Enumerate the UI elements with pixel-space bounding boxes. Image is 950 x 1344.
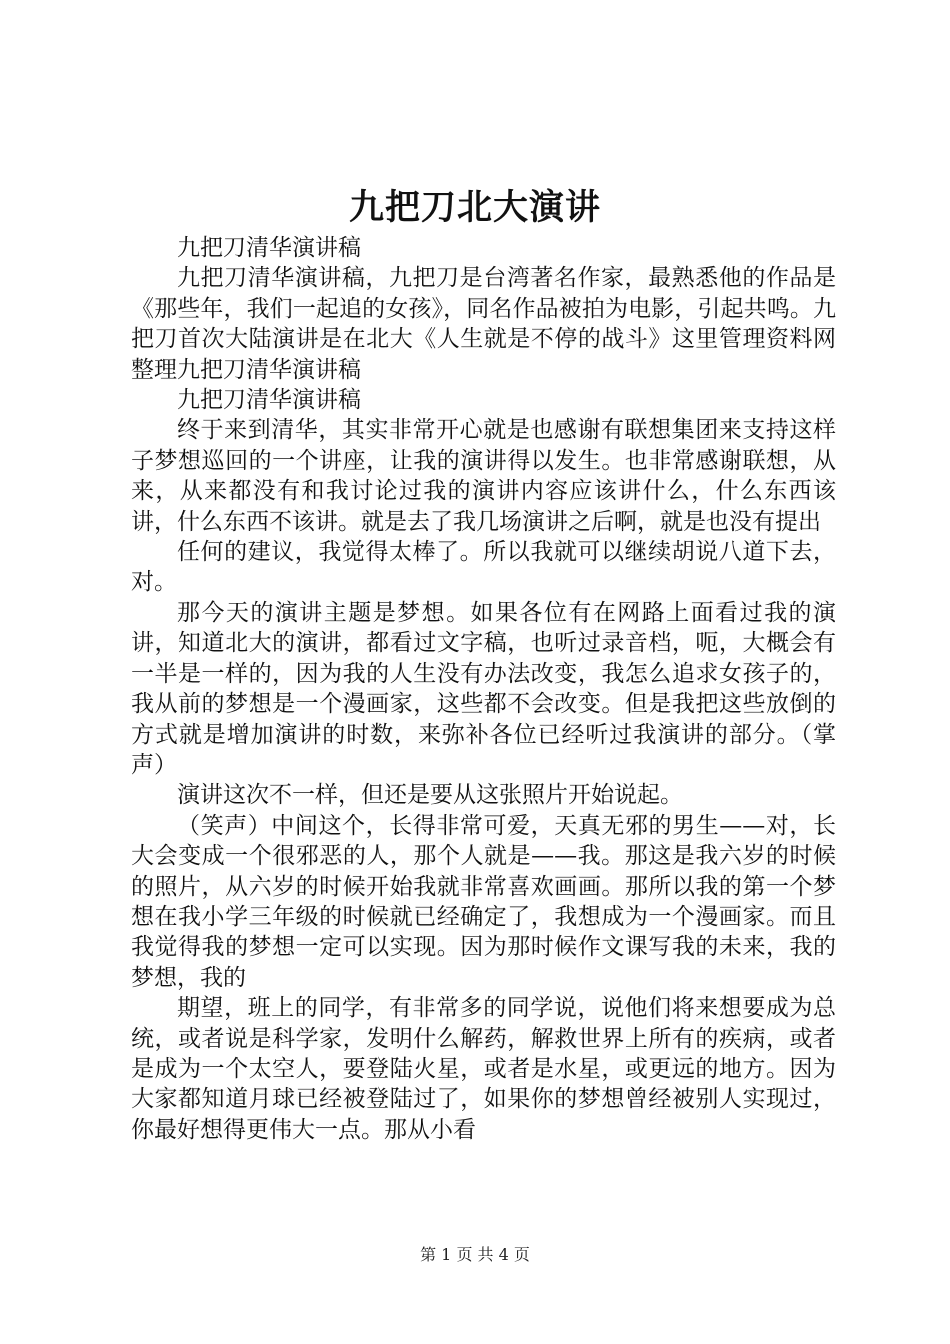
- document-title: 九把刀北大演讲: [348, 187, 601, 228]
- paragraph: 期望，班上的同学，有非常多的同学说，说他们将来想要成为总统，或者说是科学家，发明什么解药，解救世界上所有的疾病，或者是成为一个太空人，要登陆火星，或者是水星，或更远的地方。因为大家都知道月球已经被登陆过了，如果你的梦想曾经被别人实现过，你最好想得更伟大一点。那从小看: [131, 995, 836, 1143]
- paragraph: 演讲这次不一样，但还是要从这张照片开始说起。: [177, 782, 683, 809]
- page-footer: 第 1 页 共 4 页: [420, 1245, 530, 1264]
- paragraph: 终于来到清华，其实非常开心就是也感谢有联想集团来支持这样子梦想巡回的一个讲座，让我的演讲得以发生。也非常感谢联想，从来，从来都没有和我讨论过我的演讲内容应该讲什么，什么东西该讲，什么东西不该讲。就是去了我几场演讲之后啊，就是也没有提出: [131, 417, 836, 535]
- document-body: [131, 233, 836, 1145]
- paragraph: 任何的建议，我觉得太棒了。所以我就可以继续胡说八道下去，对。: [131, 539, 836, 596]
- paragraph: 九把刀清华演讲稿，九把刀是台湾著名作家，最熟悉他的作品是《那些年，我们一起追的女孩》，同名作品被拍为电影，引起共鸣。九把刀首次大陆演讲是在北大《人生就是不停的战斗》这里管理资料网整理九把刀清华演讲稿: [131, 265, 836, 383]
- paragraph: 那今天的演讲主题是梦想。如果各位有在网路上面看过我的演讲，知道北大的演讲，都看过文字稿，也听过录音档，呃，大概会有一半是一样的，因为我的人生没有办法改变，我怎么追求女孩子的，我从前的梦想是一个漫画家，这些都不会改变。但是我把这些放倒的方式就是增加演讲的时数，来弥补各位已经听过我演讲的部分。（掌声）: [131, 599, 836, 778]
- paragraph: 九把刀清华演讲稿: [177, 387, 361, 414]
- paragraph: 九把刀清华演讲稿: [177, 235, 361, 261]
- paragraph: （笑声）中间这个，长得非常可爱，天真无邪的男生——对，长大会变成一个很邪恶的人，那个人就是——我。那这是我六岁的时候的照片，从六岁的时候开始我就非常喜欢画画。那所以我的第一个梦想在我小学三年级的时候就已经确定了，我想成为一个漫画家。而且我觉得我的梦想一定可以实现。因为那时候作文课写我的未来，我的梦想，我的: [131, 812, 836, 991]
